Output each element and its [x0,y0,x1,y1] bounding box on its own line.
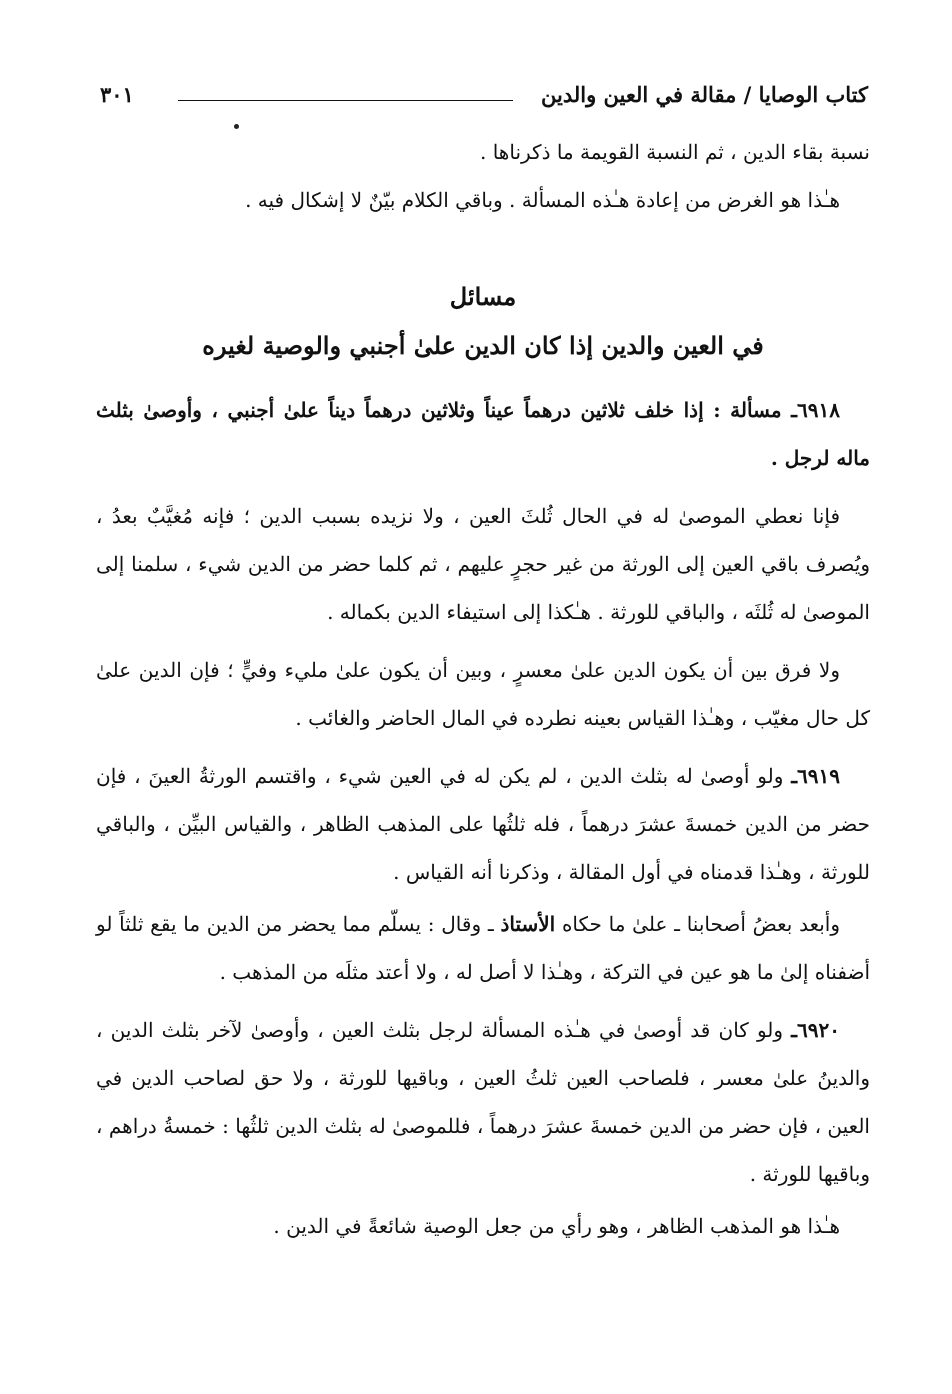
intro-line-1: نسبة بقاء الدين ، ثم النسبة القويمة ما ذكرناها . [480,140,870,164]
issue-6918-statement [96,386,870,482]
ustadh-name: الأستاذ [500,912,556,936]
running-title: كتاب الوصايا / مقالة في العين والدين [541,82,868,107]
page-body [96,128,870,1250]
issue-6918-paragraph-1: فإنا نعطي الموصىٰ له في الحال ثُلثَ العين ، ولا نزيده بسبب الدين ؛ فإنه مُغيَّبٌ بعدُ ، ويُصرف باقي العين إلى الورثة من غير حجرٍ عليهم ، ثم كلما حضر من الدين شيء ، سلمنا إلى الموصىٰ له ثُلثَه ، والباقي للورثة . هـٰكذا إلى استيفاء الدين بكماله . [96,504,870,624]
running-header [100,78,868,114]
dissent-before: وأبعد بعضُ أصحابنا ـ علىٰ ما حكاه [561,912,841,936]
issue-6920-closing: هـٰذا هو المذهب الظاهر ، وهو رأي من جعل الوصية شائعةً في الدين . [273,1214,840,1238]
page-number: ٣٠١ [100,82,134,107]
issue-text: ولو أوصىٰ له بثلث الدين ، لم يكن له في العين شيء ، واقتسم الورثةُ العينَ ، فإن حضر من الدين خمسةَ عشرَ درهماً ، فله ثلثُها على المذهب الظاهر ، والقياس البيِّن ، والباقي للورثة ، وهـٰذا قدمناه في أول المقالة ، وذكرنا أنه القياس . [96,764,870,884]
issue-number: ٦٩٢٠ـ [791,1018,840,1042]
issue-number: ٦٩١٨ـ [791,398,840,422]
issue-number: ٦٩١٩ـ [791,764,841,788]
issue-6919-paragraph [96,752,870,896]
issue-6918-paragraph-2: ولا فرق بين أن يكون الدين علىٰ معسرٍ ، وبين أن يكون علىٰ مليء وفيٍّ ؛ فإن الدين علىٰ كل حال مغيّب ، وهـٰذا القياس بعينه نطرده في المال الحاضر والغائب . [96,658,870,730]
issue-text: ولو كان قد أوصىٰ في هـٰذه المسألة لرجل بثلث العين ، وأوصىٰ لآخر بثلث الدين ، والدينُ علىٰ معسر ، فلصاحب العين ثلثُ العين ، وباقيها للورثة ، ولا حق لصاحب الدين في العين ، فإن حضر من الدين خمسةَ عشرَ درهماً ، فللموصىٰ له بثلث الدين ثلثُها : خمسةُ دراهم ، وباقيها للورثة . [96,1018,870,1186]
header-rule [178,100,513,101]
intro-line-2: هـٰذا هو الغرض من إعادة هـٰذه المسألة . وباقي الكلام بيّنٌ لا إشكال فيه . [245,188,840,212]
issue-question: إذا خلف ثلاثين درهماً عيناً وثلاثين درهماً ديناً علىٰ أجنبي ، وأوصىٰ بثلث ماله لرجل . [96,398,870,470]
issue-label: مسألة : [713,398,782,422]
issue-6920-paragraph [96,1006,870,1198]
issue-6919-dissent [96,900,870,996]
section-heading: مسائل [449,282,517,311]
section-subheading: في العين والدين إذا كان الدين علىٰ أجنبي والوصية لغيره [202,331,764,360]
dissent-after: ـ وقال : يسلّم مما يحضر من الدين ما يقع ثلثاً لو أضفناه إلىٰ ما هو عين في التركة ، وهـٰذا لا أصل له ، ولا أعتد مثلَه من المذهب . [96,912,870,984]
